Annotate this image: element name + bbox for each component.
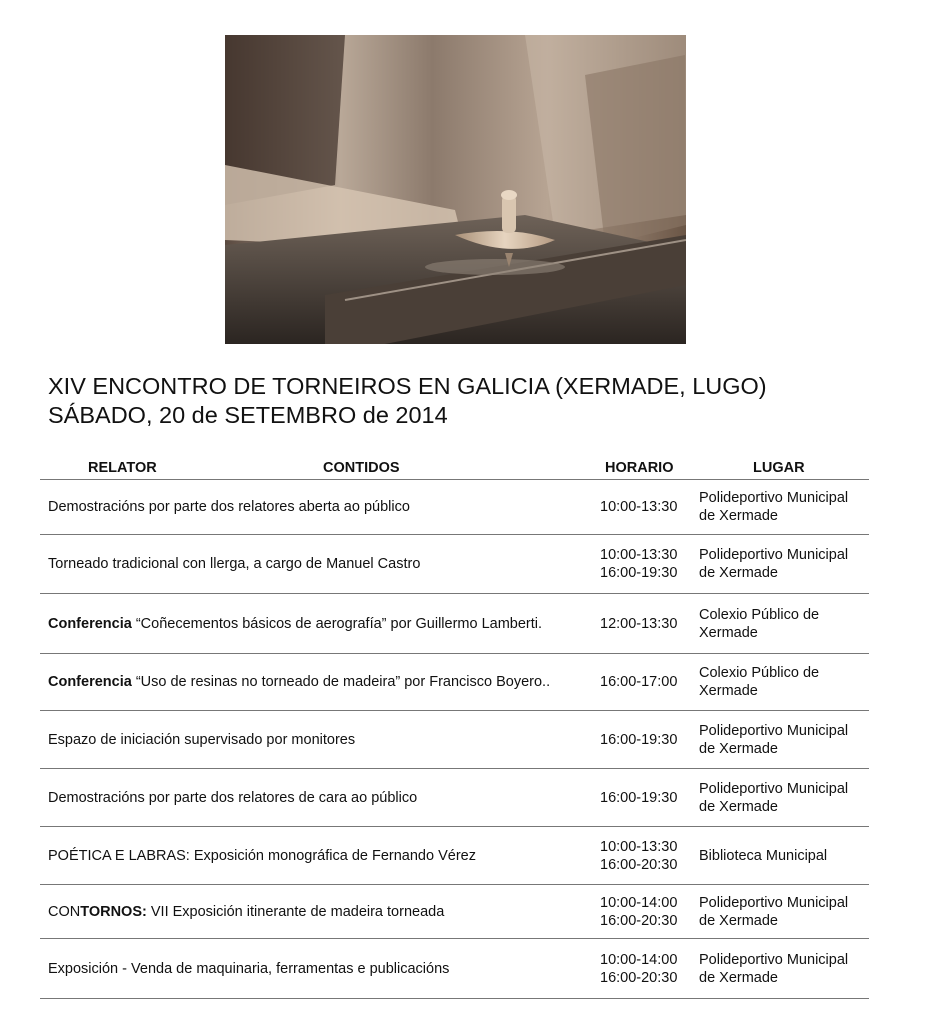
row-time: 10:00-14:00	[600, 951, 678, 968]
row-place: Polideportivo Municipal	[699, 490, 849, 506]
event-date-line: SÁBADO, 20 de SETEMBRO de 2014	[48, 402, 448, 428]
table-row	[40, 594, 869, 654]
table-row	[40, 885, 869, 939]
row-description: Espazo de iniciación supervisado por monitores	[48, 731, 356, 748]
row-time: 10:00-13:30	[600, 838, 678, 855]
row-place: Polideportivo Municipal	[699, 951, 849, 968]
row-description: Exposición - Venda de maquinaria, ferramentas e publicacións	[48, 960, 450, 977]
row-time: 16:00-19:30	[600, 731, 678, 748]
row-place: Xermade	[699, 683, 758, 699]
row-place: Xermade	[699, 624, 758, 641]
row-place: Polideportivo Municipal	[699, 894, 849, 911]
row-place: de Xermade	[699, 798, 778, 815]
row-place: de Xermade	[699, 565, 778, 581]
row-description	[48, 673, 588, 691]
row-description-rest: “Uso de resinas no torneado de madeira” por Francisco Boyero..	[131, 674, 551, 690]
row-time: 16:00-19:30	[600, 565, 678, 581]
header-lugar: LUGAR	[753, 460, 805, 476]
row-description: Demostracións por parte dos relatores de cara ao público	[48, 789, 418, 806]
schedule-table	[40, 479, 869, 999]
row-place: Colexio Público de	[699, 665, 820, 681]
row-description-bold: TORNOS:	[80, 903, 147, 920]
lathe-photo	[225, 35, 686, 344]
row-time: 10:00-14:00	[600, 894, 678, 911]
table-row	[40, 480, 869, 535]
row-description	[48, 615, 588, 633]
row-place: Polideportivo Municipal	[699, 547, 849, 563]
row-time: 16:00-20:30	[600, 856, 678, 873]
row-place: de Xermade	[699, 740, 778, 757]
row-place: Polideportivo Municipal	[699, 722, 849, 739]
row-place: Biblioteca Municipal	[699, 847, 828, 864]
event-title	[48, 372, 767, 430]
row-place: Colexio Público de	[699, 606, 820, 623]
row-time: 16:00-20:30	[600, 969, 678, 986]
row-description	[48, 903, 588, 921]
row-place: de Xermade	[699, 969, 778, 986]
header-contidos: CONTIDOS	[323, 460, 400, 476]
row-time: 12:00-13:30	[600, 615, 678, 632]
table-row	[40, 711, 869, 769]
row-time: 16:00-17:00	[600, 674, 678, 690]
event-title-line: XIV ENCONTRO DE TORNEIROS EN GALICIA (XERMADE, LUGO)	[48, 373, 767, 399]
header-relator: RELATOR	[88, 460, 157, 476]
lathe-photo-drawing	[225, 35, 686, 344]
row-time: 16:00-19:30	[600, 789, 678, 806]
row-place: de Xermade	[699, 508, 778, 524]
row-description-prefix: CON	[48, 903, 81, 920]
row-description-bold: Conferencia	[48, 674, 132, 690]
table-row	[40, 535, 869, 594]
row-description-rest: VII Exposición itinerante de madeira torneada	[146, 903, 445, 920]
row-description: Demostracións por parte dos relatores aberta ao público	[48, 499, 410, 515]
row-description: Torneado tradicional con llerga, a cargo de Manuel Castro	[48, 556, 421, 572]
table-row	[40, 769, 869, 827]
row-place: de Xermade	[699, 912, 778, 929]
row-place: Polideportivo Municipal	[699, 780, 849, 797]
table-row	[40, 827, 869, 885]
header-horario: HORARIO	[605, 460, 674, 476]
table-row	[40, 939, 869, 999]
row-time: 10:00-13:30	[600, 499, 678, 515]
row-description: POÉTICA E LABRAS: Exposición monográfica de Fernando Vérez	[48, 847, 476, 864]
row-time: 10:00-13:30	[600, 547, 678, 563]
row-time: 16:00-20:30	[600, 912, 678, 929]
table-row	[40, 654, 869, 711]
row-description-bold: Conferencia	[48, 615, 132, 632]
table-header	[40, 459, 869, 479]
row-description-rest: “Coñecementos básicos de aerografía” por Guillermo Lamberti.	[131, 615, 543, 632]
